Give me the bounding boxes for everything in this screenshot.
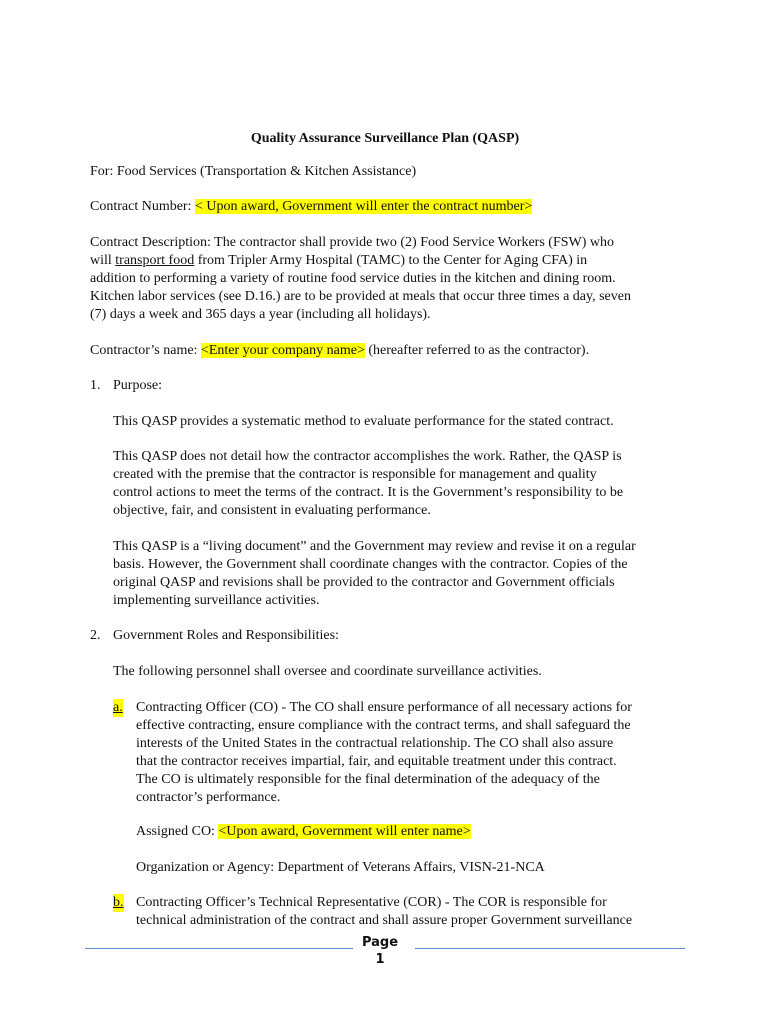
assigned-co-line — [136, 823, 471, 841]
list-item-line: Contracting Officer’s Technical Representative (COR) - The COR is responsible for — [136, 895, 607, 910]
list-item-line: Contracting Officer (CO) - The CO shall ensure performance of all necessary actions for — [136, 700, 632, 715]
list-marker-b: b. — [113, 895, 124, 910]
section-number: 1. — [90, 378, 101, 393]
contractor-name-placeholder: <Enter your company name> — [200, 343, 365, 358]
paragraph-line: implementing surveillance activities. — [113, 593, 320, 608]
list-item-line: contractor’s performance. — [136, 790, 281, 805]
paragraph-line: basis. However, the Government shall coordinate changes with the contractor. Copies of the — [113, 557, 628, 572]
paragraph-line: objective, fair, and consistent in evaluating performance. — [113, 503, 431, 518]
description-line: addition to performing a variety of routine food service duties in the kitchen and dining room. — [90, 271, 616, 286]
assigned-co-label: Assigned CO: — [136, 824, 219, 839]
description-line — [90, 252, 587, 270]
contract-number-placeholder: < Upon award, Government will enter the contract number> — [194, 199, 533, 214]
contractor-name-label: Contractor’s name: — [90, 343, 201, 358]
list-item-line: technical administration of the contract and shall assure proper Government surveillance — [136, 913, 633, 928]
paragraph-line: created with the premise that the contractor is responsible for management and quality — [113, 467, 597, 482]
description-text: will — [90, 253, 116, 268]
section-number: 2. — [90, 628, 101, 643]
organization-line: Organization or Agency: Department of Veterans Affairs, VISN-21-NCA — [136, 860, 545, 875]
paragraph-line: This QASP is a “living document” and the Government may review and revise it on a regular — [113, 539, 636, 554]
contract-number-label: Contract Number: — [90, 199, 195, 214]
paragraph-line: This QASP does not detail how the contractor accomplishes the work. Rather, the QASP is — [113, 449, 622, 464]
assigned-co-placeholder: <Upon award, Government will enter name> — [218, 824, 471, 839]
section-heading: Government Roles and Responsibilities: — [113, 628, 339, 643]
paragraph-line: original QASP and revisions shall be provided to the contractor and Government officials — [113, 575, 615, 590]
for-line: For: Food Services (Transportation & Kitchen Assistance) — [90, 164, 417, 179]
description-line: Contract Description: The contractor shall provide two (2) Food Service Workers (FSW) who — [90, 235, 615, 250]
list-item-line: interests of the United States in the contractual relationship. The CO shall also assure — [136, 736, 614, 751]
footer-page-label: Page — [361, 935, 399, 950]
paragraph: The following personnel shall oversee and coordinate surveillance activities. — [113, 664, 542, 679]
description-line: (7) days a week and 365 days a year (including all holidays). — [90, 307, 431, 322]
footer-page-number: 1 — [375, 952, 385, 967]
description-text: from Tripler Army Hospital (TAMC) to the Center for Aging CFA) in — [194, 253, 588, 268]
list-marker-a: a. — [113, 700, 123, 715]
paragraph: This QASP provides a systematic method to evaluate performance for the stated contract. — [113, 414, 614, 429]
footer-rule-left — [85, 948, 353, 949]
contractor-name-line — [90, 342, 589, 360]
document-title: Quality Assurance Surveillance Plan (QASP) — [250, 131, 520, 146]
description-line: Kitchen labor services (see D.16.) are to be provided at meals that occur three times a day, seven — [90, 289, 631, 304]
contractor-name-suffix: (hereafter referred to as the contractor). — [364, 343, 590, 358]
transport-food-underlined: transport food — [115, 253, 195, 268]
contract-number-line — [90, 198, 532, 216]
section-heading: Purpose: — [113, 378, 162, 393]
paragraph-line: control actions to meet the terms of the contract. It is the Government’s responsibility to be — [113, 485, 624, 500]
list-item-line: effective contracting, ensure compliance with the contract terms, and shall safeguard the — [136, 718, 631, 733]
list-item-line: The CO is ultimately responsible for the final determination of the adequacy of the — [136, 772, 600, 787]
footer-rule-right — [415, 948, 685, 949]
list-item-line: that the contractor receives impartial, fair, and equitable treatment under this contract. — [136, 754, 617, 769]
